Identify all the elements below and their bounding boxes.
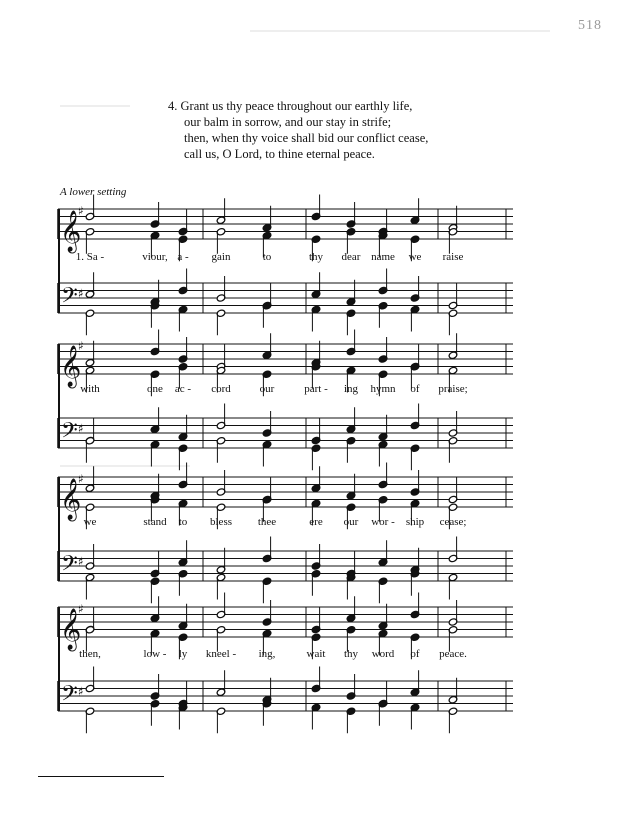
page-number: 518 <box>578 18 602 33</box>
key-signature-sharp: ♯ <box>78 286 84 301</box>
bass-clef: 𝄢 <box>61 418 78 449</box>
lyric-syllable: our <box>343 516 359 528</box>
lyric-syllable: peace. <box>439 648 467 660</box>
lyric-syllable: dear <box>341 251 361 263</box>
lyric-syllable: raise <box>442 251 464 263</box>
lyric-syllable: with <box>80 383 100 395</box>
lyric-syllable: ing, <box>258 648 276 660</box>
music-system-1 <box>58 200 518 314</box>
lyric-syllable: ere <box>309 516 323 528</box>
scan-smudge <box>60 105 130 107</box>
scan-smudge <box>60 465 190 467</box>
key-signature-sharp: ♯ <box>78 684 84 699</box>
verse-line-3: then, when thy voice shall bid our conflict cease, <box>184 131 429 145</box>
treble-staff <box>58 204 518 254</box>
key-signature-sharp: ♯ <box>78 421 84 436</box>
treble-staff <box>58 339 518 389</box>
key-signature-sharp: ♯ <box>78 472 84 486</box>
lyric-syllable: of <box>410 383 420 395</box>
lyric-syllable: praise; <box>438 383 468 395</box>
system-connector <box>58 209 60 313</box>
system-connector <box>58 607 60 711</box>
lyric-syllable: of <box>410 648 420 660</box>
treble-clef: 𝄞 <box>60 479 82 520</box>
lyric-syllable: 1. Sa - <box>75 251 105 263</box>
lyric-syllable: gain <box>211 251 231 263</box>
system-connector <box>58 477 60 581</box>
treble-staff <box>58 602 518 652</box>
music-system-2 <box>58 335 518 449</box>
key-signature-sharp: ♯ <box>78 602 84 616</box>
key-signature-sharp: ♯ <box>78 204 84 218</box>
lyric-syllable: we <box>408 251 422 263</box>
verse-line-4: call us, O Lord, to thine eternal peace. <box>184 147 375 161</box>
music-system-3 <box>58 468 518 582</box>
key-signature-sharp: ♯ <box>78 554 84 569</box>
lyrics-line <box>58 516 518 530</box>
lyric-syllable: thy <box>343 648 359 660</box>
lyric-syllable: part - <box>304 383 328 395</box>
bass-clef: 𝄢 <box>61 551 78 582</box>
lyric-syllable: ac - <box>174 383 192 395</box>
lyric-syllable: cord <box>211 383 231 395</box>
bass-staff <box>58 546 518 596</box>
lyric-syllable: wor - <box>371 516 395 528</box>
lyric-syllable: one <box>147 383 163 395</box>
music-system-4 <box>58 598 518 712</box>
lyric-syllable: stand <box>143 516 167 528</box>
lyric-syllable: cease; <box>439 516 467 528</box>
treble-staff <box>58 472 518 522</box>
key-signature-sharp: ♯ <box>78 339 84 353</box>
lyric-syllable: hymn <box>370 383 396 395</box>
lyric-syllable: ing <box>343 383 359 395</box>
bass-staff <box>58 676 518 726</box>
lyric-syllable: a - <box>177 251 189 263</box>
bass-staff <box>58 278 518 328</box>
lyric-syllable: name <box>371 251 395 263</box>
lyrics-line <box>58 251 518 265</box>
verse-number: 4. <box>168 99 178 113</box>
treble-clef: 𝄞 <box>60 211 82 252</box>
lyric-syllable: thee <box>257 516 277 528</box>
treble-clef: 𝄞 <box>60 346 82 387</box>
footnote-rule <box>38 776 164 777</box>
system-connector <box>58 344 60 448</box>
lyric-syllable: thy <box>308 251 324 263</box>
bass-staff <box>58 413 518 463</box>
lyric-syllable: ly <box>178 648 188 660</box>
verse-4 <box>168 98 428 162</box>
lyric-syllable: word <box>371 648 395 660</box>
setting-label: A lower setting <box>60 186 127 198</box>
scan-smudge <box>250 30 550 32</box>
lyric-syllable: to <box>178 516 188 528</box>
lyric-syllable: we <box>83 516 97 528</box>
bass-clef: 𝄢 <box>61 681 78 712</box>
lyrics-line <box>58 383 518 397</box>
lyrics-line <box>58 648 518 662</box>
bass-clef: 𝄢 <box>61 283 78 314</box>
verse-line-2: our balm in sorrow, and our stay in strife; <box>184 115 392 129</box>
treble-clef: 𝄞 <box>60 609 82 650</box>
lyric-syllable: wait <box>306 648 326 660</box>
lyric-syllable: to <box>262 251 272 263</box>
verse-line-1: 4. Grant us thy peace throughout our earthly life, <box>168 99 413 113</box>
lyric-syllable: then, <box>79 648 101 660</box>
lyric-syllable: low - <box>143 648 167 660</box>
lyric-syllable: our <box>259 383 275 395</box>
lyric-syllable: viour, <box>142 251 168 263</box>
lyric-syllable: bless <box>210 516 232 528</box>
lyric-syllable: kneel - <box>205 648 237 660</box>
lyric-syllable: ship <box>405 516 425 528</box>
